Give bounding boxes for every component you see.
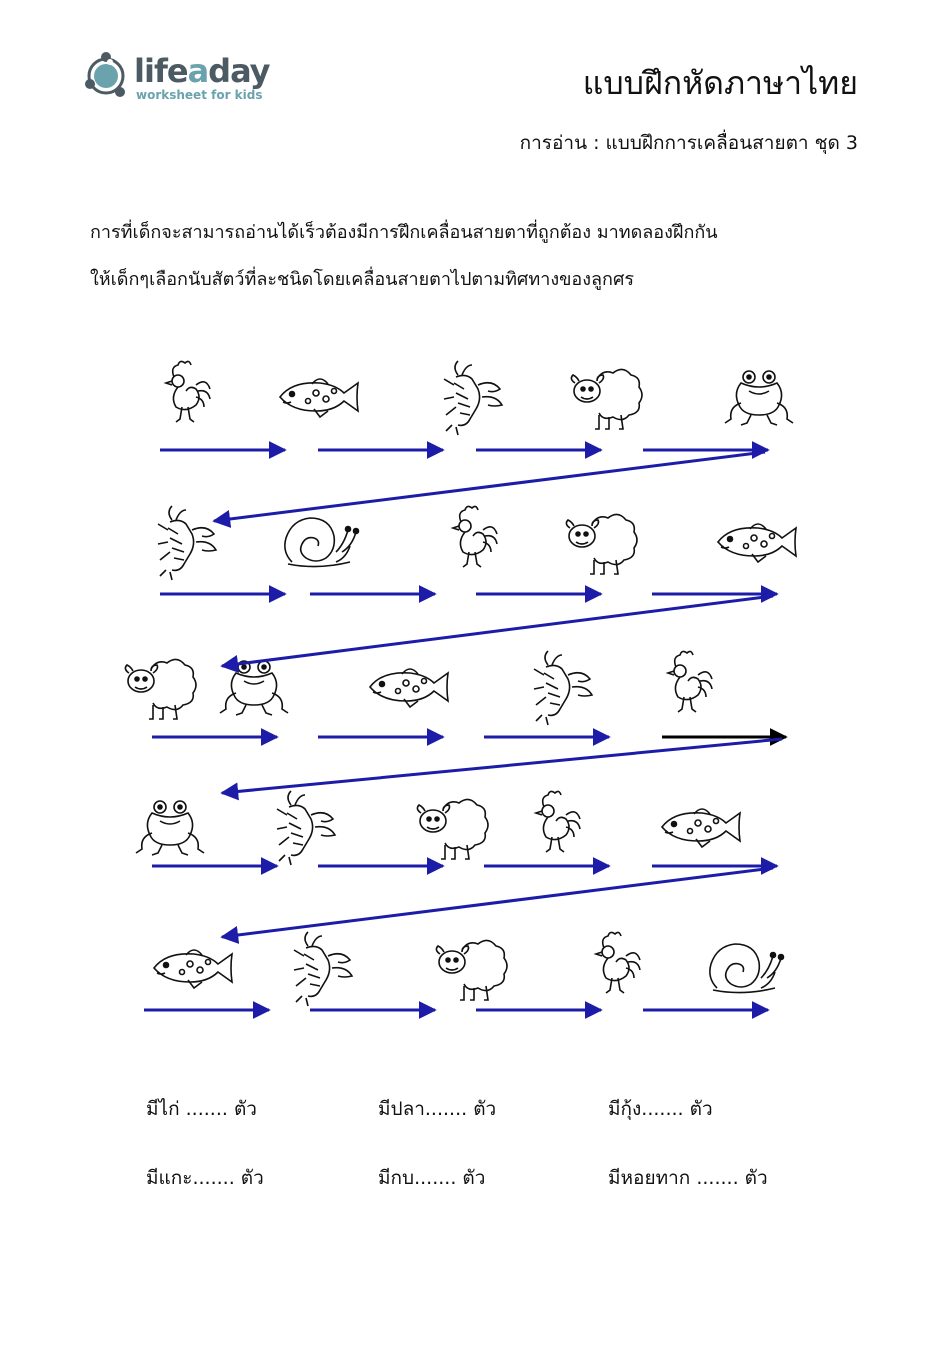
animal-shrimp-icon bbox=[534, 651, 592, 725]
animal-shrimp-icon bbox=[294, 932, 352, 1006]
return-arrow-3 bbox=[222, 739, 782, 793]
animal-fish-icon bbox=[370, 669, 448, 707]
count-sheep[interactable]: มีแกะ....... ตัว bbox=[146, 1167, 264, 1189]
animal-chicken-icon bbox=[596, 932, 640, 993]
animal-sheep-icon bbox=[125, 659, 196, 719]
animal-chicken-icon bbox=[166, 361, 210, 422]
count-snail[interactable]: มีหอยทาก ....... ตัว bbox=[608, 1167, 768, 1189]
animal-chicken-icon bbox=[536, 791, 580, 852]
animal-sheep-icon bbox=[417, 799, 488, 859]
return-arrow-1 bbox=[214, 452, 765, 521]
page-title: แบบฝึกหัดภาษาไทย bbox=[582, 64, 858, 102]
logo-word-day: day bbox=[208, 52, 270, 90]
arrows-layer bbox=[144, 450, 786, 1010]
animal-sheep-icon bbox=[436, 940, 507, 1000]
animal-snail-icon bbox=[285, 518, 359, 567]
animal-fish-icon bbox=[718, 524, 796, 562]
logo-word-life: life bbox=[134, 52, 188, 90]
animal-shrimp-icon bbox=[277, 791, 335, 865]
page-subtitle: การอ่าน : แบบฝึกการเคลื่อนสายตา ชุด 3 bbox=[519, 132, 858, 154]
animal-chicken-icon bbox=[668, 651, 712, 712]
instruction-line-2: ให้เด็กๆเลือกนับสัตว์ที่ละชนิดโดยเคลื่อนสายตาไปตามทิศทางของลูกศร bbox=[90, 269, 635, 290]
logo-tagline: worksheet for kids bbox=[136, 88, 263, 102]
animal-frog-icon bbox=[136, 801, 204, 855]
count-chicken[interactable]: มีไก่ ....... ตัว bbox=[146, 1098, 257, 1120]
animal-fish-icon bbox=[662, 809, 740, 847]
return-arrow-4 bbox=[222, 868, 773, 937]
logo-word-a: a bbox=[187, 52, 209, 90]
animals-layer bbox=[125, 361, 796, 1006]
animal-shrimp-icon bbox=[158, 506, 216, 580]
count-fish[interactable]: มีปลา....... ตัว bbox=[378, 1098, 497, 1120]
count-shrimp[interactable]: มีกุ้ง....... ตัว bbox=[608, 1098, 713, 1120]
animal-fish-icon bbox=[154, 950, 232, 988]
animal-frog-icon bbox=[220, 661, 288, 715]
return-arrow-2 bbox=[222, 596, 773, 666]
animal-chicken-icon bbox=[453, 506, 497, 567]
animal-frog-icon bbox=[725, 371, 793, 425]
animal-snail-icon bbox=[710, 944, 784, 993]
animal-sheep-icon bbox=[566, 514, 637, 574]
animal-sheep-icon bbox=[571, 369, 642, 429]
instruction-line-1: การที่เด็กจะสามารถอ่านได้เร็วต้องมีการฝึกเคลื่อนสายตาที่ถูกต้อง มาทดลองฝึกกัน bbox=[90, 222, 718, 243]
count-frog[interactable]: มีกบ....... ตัว bbox=[378, 1167, 486, 1189]
animal-fish-icon bbox=[280, 379, 358, 417]
animal-shrimp-icon bbox=[444, 361, 502, 435]
